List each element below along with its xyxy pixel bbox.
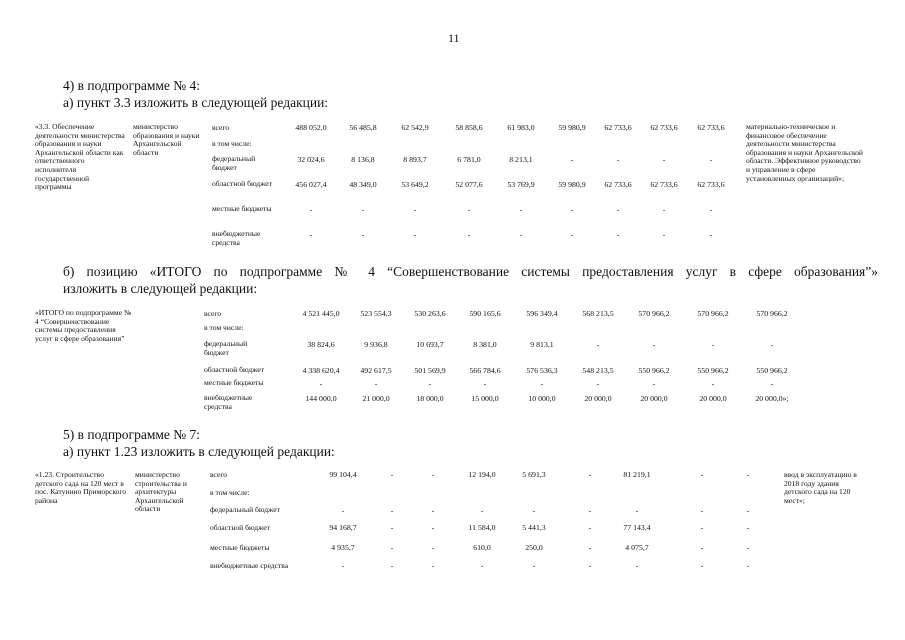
t1-cell: 8 893,7	[403, 155, 427, 164]
t2-cell: 38 824,6	[307, 340, 335, 349]
t2-cell: -	[770, 379, 774, 388]
t3-cell: -	[431, 470, 435, 479]
t2-cell: 20 000,0	[584, 394, 612, 403]
t3-cell: -	[635, 506, 639, 515]
t1-cell: -	[616, 205, 620, 214]
t1-cell: 56 485,8	[349, 123, 377, 132]
t3-cell: -	[700, 561, 704, 570]
t1-cell: -	[570, 205, 574, 214]
t2-cell: 523 554,3	[360, 309, 392, 318]
t2-cell: 10 000,0	[528, 394, 556, 403]
t3-cell: -	[746, 506, 750, 515]
t2-cell: 550 966,2	[697, 366, 729, 375]
t2-cell: 570 966,2	[697, 309, 729, 318]
t1-cell: -	[709, 205, 713, 214]
t2-cell: 20 000,0	[699, 394, 727, 403]
t1-cell: 48 349,0	[349, 180, 377, 189]
t3-row-label: федеральный бюджет	[210, 505, 280, 514]
t3-cell: -	[341, 561, 345, 570]
t1-cell: 8 213,1	[509, 155, 533, 164]
t3-cell: 12 194,0	[468, 470, 496, 479]
t3-cell: -	[588, 523, 592, 532]
t3-cell: -	[480, 561, 484, 570]
t3-cell: -	[746, 561, 750, 570]
t1-cell: 62 733,6	[697, 123, 725, 132]
t3-cell: -	[532, 506, 536, 515]
t1-cell: 6 781,0	[457, 155, 481, 164]
t1-cell: 8 136,8	[351, 155, 375, 164]
t3-cell: -	[700, 543, 704, 552]
t2-cell: 501 569,9	[414, 366, 446, 375]
t3-cell: 11 584,0	[468, 523, 496, 532]
t2-cell: 9 936,8	[364, 340, 388, 349]
t2-cell: 10 693,7	[416, 340, 444, 349]
t2-row-label: всего	[204, 309, 222, 318]
t1-cell: 62 733,6	[650, 180, 678, 189]
t1-cell: -	[616, 155, 620, 164]
t2-cell: 550 966,2	[638, 366, 670, 375]
t3-cell: 4 935,7	[331, 543, 355, 552]
t2-cell: 568 213,5	[582, 309, 614, 318]
t3-cell: 610,0	[473, 543, 491, 552]
t1-cell: 62 733,6	[604, 180, 632, 189]
t3-cell: -	[635, 561, 639, 570]
t1-cell: 456 027,4	[295, 180, 327, 189]
t3-cell: -	[588, 543, 592, 552]
t3-name: «1.23. Строительство детского сада на 120 мест в пос. Катунино Приморского района	[35, 470, 127, 505]
t3-row-label: внебюджетные средства	[210, 561, 289, 570]
t3-cell: -	[700, 506, 704, 515]
t2-cell: 570 966,2	[638, 309, 670, 318]
t1-cell: -	[662, 230, 666, 239]
t1-cell: 58 858,6	[455, 123, 483, 132]
t1-cell: -	[413, 205, 417, 214]
t3-cell: 5 441,3	[522, 523, 546, 532]
t3-cell: 99 104,4	[329, 470, 357, 479]
t2-cell: -	[319, 379, 323, 388]
t1-cell: 62 733,6	[697, 180, 725, 189]
t3-cell: -	[700, 523, 704, 532]
t1-cell: -	[570, 155, 574, 164]
t2-cell: 9 813,1	[530, 340, 554, 349]
t3-cell: 5 691,3	[522, 470, 546, 479]
heading-item-1-23: а) пункт 1.23 изложить в следующей редакции:	[63, 444, 335, 459]
t2-cell: 566 784,6	[469, 366, 501, 375]
t2-cell: -	[596, 340, 600, 349]
t1-cell: -	[413, 230, 417, 239]
t2-cell: 596 349,4	[526, 309, 558, 318]
t1-cell: 59 980,9	[558, 180, 586, 189]
t3-row-label: в том числе:	[210, 488, 250, 497]
t1-cell: 32 024,6	[297, 155, 325, 164]
t2-cell: 548 213,5	[582, 366, 614, 375]
t2-cell: 590 165,6	[469, 309, 501, 318]
t3-cell: -	[431, 506, 435, 515]
t1-row-label: областной бюджет	[212, 179, 272, 188]
t3-cell: -	[746, 523, 750, 532]
t3-result: ввод в эксплуатацию в 2018 году здания детского сада на 120 мест»;	[784, 470, 857, 505]
t1-cell: 53 649,2	[401, 180, 429, 189]
t1-row-label: местные бюджеты	[212, 204, 272, 213]
t1-cell: -	[662, 155, 666, 164]
t2-cell: -	[540, 379, 544, 388]
t2-cell: -	[711, 340, 715, 349]
t3-cell: -	[431, 561, 435, 570]
t3-cell: -	[588, 470, 592, 479]
t2-row-label: в том числе:	[204, 323, 244, 332]
t2-cell: 20 000,0»;	[755, 394, 789, 403]
t1-row-label: внебюджетные средства	[212, 229, 261, 247]
t1-cell: 62 542,9	[401, 123, 429, 132]
t1-cell: -	[616, 230, 620, 239]
t1-name: «3.3. Обеспечение деятельности министерства образования и науки Архангельской области как ответственного исполнителя государственной программы	[35, 122, 125, 192]
t3-cell: 77 143,4	[623, 523, 651, 532]
t1-cell: -	[361, 205, 365, 214]
t2-cell: 570 966,2	[756, 309, 788, 318]
t2-row-label: внебюджетные средства	[204, 393, 253, 411]
t2-row-label: местные бюджеты	[204, 378, 264, 387]
t1-cell: -	[519, 230, 523, 239]
t1-result: материально-техническое и финансовое обеспечение деятельности министерства образования и науки Архангельской области. Эффективное руководство и управление в сфере установленных организаций»;	[746, 122, 863, 183]
t2-cell: 15 000,0	[471, 394, 499, 403]
t3-cell: 250,0	[525, 543, 543, 552]
t1-cell: -	[570, 230, 574, 239]
t1-cell: -	[309, 230, 313, 239]
t1-cell: 53 769,9	[507, 180, 535, 189]
t2-cell: -	[711, 379, 715, 388]
heading-subprogram-7: 5) в подпрограмме № 7:	[63, 427, 201, 442]
t1-cell: 488 052,0	[295, 123, 327, 132]
t1-executor: министерство образования и науки Архангельской области	[133, 122, 200, 157]
t2-cell: -	[652, 379, 656, 388]
heading-subprogram-4: 4) в подпрограмме № 4:	[63, 78, 201, 93]
t2-cell: -	[596, 379, 600, 388]
t2-cell: 21 000,0	[362, 394, 390, 403]
t2-name: «ИТОГО по подпрограмме № 4 “Совершенствование системы предоставления услуг в сфере образования”	[35, 308, 132, 343]
t1-cell: 62 733,6	[650, 123, 678, 132]
t2-cell: 492 617,5	[360, 366, 392, 375]
t3-row-label: областной бюджет	[210, 523, 270, 532]
t1-row-label: федеральный бюджет	[212, 154, 256, 172]
t3-cell: -	[431, 543, 435, 552]
t3-row-label: всего	[210, 470, 228, 479]
t3-cell: -	[532, 561, 536, 570]
t3-cell: -	[341, 506, 345, 515]
t1-row-label: всего	[212, 123, 230, 132]
t1-cell: -	[467, 205, 471, 214]
t3-executor: министерство строительства и архитектуры Архангельской области	[135, 470, 187, 514]
t3-cell: -	[390, 561, 394, 570]
t1-cell: -	[309, 205, 313, 214]
t3-cell: -	[431, 523, 435, 532]
t1-row-label: в том числе:	[212, 139, 252, 148]
t3-cell: -	[390, 470, 394, 479]
t2-cell: -	[770, 340, 774, 349]
t3-cell: 81 219,1	[623, 470, 651, 479]
t2-cell: 550 966,2	[756, 366, 788, 375]
heading-item-3-3: а) пункт 3.3 изложить в следующей редакции:	[63, 95, 329, 110]
t2-cell: -	[483, 379, 487, 388]
t2-cell: 4 338 620,4	[302, 366, 340, 375]
t2-row-label: федеральный бюджет	[204, 339, 248, 357]
t2-cell: 18 000,0	[416, 394, 444, 403]
t3-cell: -	[588, 561, 592, 570]
t3-cell: 94 168,7	[329, 523, 357, 532]
t1-cell: -	[662, 205, 666, 214]
heading-itogo-position: б) позицию «ИТОГО по подпрограмме № 4 “Совершенствование системы предоставления услуг в сфере образования”»	[63, 264, 878, 279]
t2-cell: 530 263,6	[414, 309, 446, 318]
t3-cell: -	[746, 543, 750, 552]
t2-cell: 20 000,0	[640, 394, 668, 403]
t3-cell: -	[390, 523, 394, 532]
t3-cell: -	[480, 506, 484, 515]
t3-row-label: местные бюджеты	[210, 543, 270, 552]
t2-cell: 4 521 445,0	[302, 309, 340, 318]
heading-itogo-position-line2: изложить в следующей редакции:	[63, 281, 258, 296]
t3-cell: -	[390, 543, 394, 552]
t1-cell: 59 980,9	[558, 123, 586, 132]
t1-cell: -	[709, 230, 713, 239]
t3-cell: 4 075,7	[625, 543, 649, 552]
t3-cell: -	[746, 470, 750, 479]
t3-cell: -	[390, 506, 394, 515]
t1-cell: -	[709, 155, 713, 164]
t2-row-label: областной бюджет	[204, 365, 264, 374]
t1-cell: 61 983,0	[507, 123, 535, 132]
t3-cell: -	[700, 470, 704, 479]
t1-cell: 52 077,6	[455, 180, 483, 189]
t2-cell: 8 381,0	[473, 340, 497, 349]
t2-cell: -	[374, 379, 378, 388]
t2-cell: 144 000,0	[305, 394, 337, 403]
t3-cell: -	[588, 506, 592, 515]
page-number: 11	[448, 31, 460, 45]
t1-cell: -	[467, 230, 471, 239]
t2-cell: -	[652, 340, 656, 349]
t1-cell: -	[361, 230, 365, 239]
t2-cell: 576 536,3	[526, 366, 558, 375]
t1-cell: 62 733,6	[604, 123, 632, 132]
t2-cell: -	[428, 379, 432, 388]
t1-cell: -	[519, 205, 523, 214]
